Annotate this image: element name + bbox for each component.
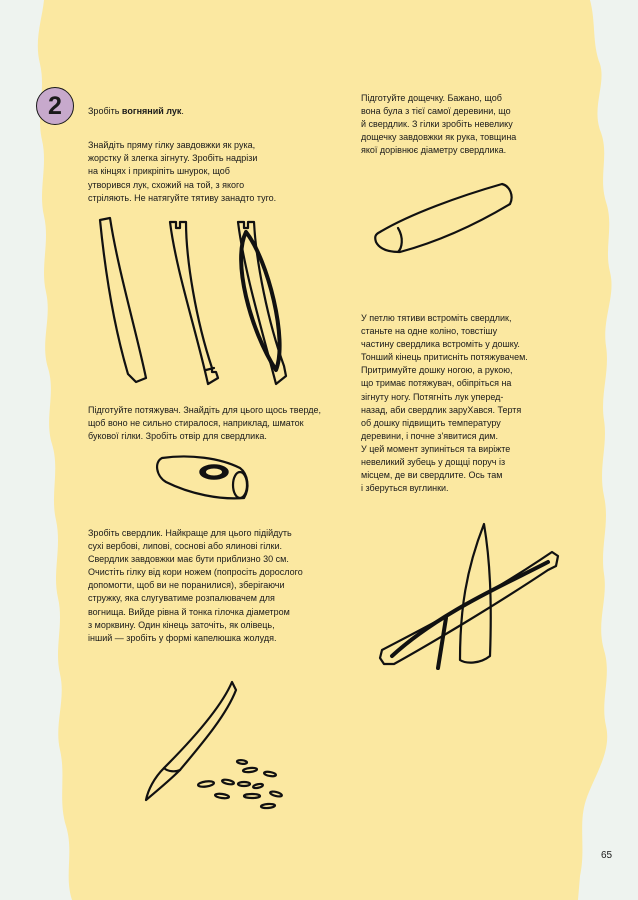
notched-stick-icon (170, 222, 218, 384)
page-number: 65 (601, 850, 613, 861)
wooden-block-with-hole-icon (157, 456, 247, 498)
bow-heading-bold: вогняний лук (121, 106, 182, 117)
bow-instructions (88, 92, 303, 218)
bow-icon (238, 222, 286, 384)
wooden-plank-icon (375, 184, 511, 252)
wood-shavings-icon (198, 760, 283, 809)
step-number: 2 (48, 91, 62, 120)
drill-instructions: Зробіть свердлик. Найкраще для цього підійдуть сухі вербові, липові, соснові або ялинові гілки. Свердлик завдовжки має бути приблизно 30 см. Очистіть гілку від кори ножем (попросіть дорослого допомогти, щоб ви не поранилися), зберігаючи стружку, яка слугуватиме розпалювачем для вогнища. Вийде рівна й тонка гілочка діаметром з морквину. Один кінець заточіть, як олівець, інший — зробіть у формі капелюшка жолудя. (88, 528, 303, 643)
plank-instructions: Підготуйте дощечку. Бажано, щоб вона була з тієї самої деревини, що й свердлик. З гілки зробіть невелику дощечку завдовжки як рука, товщина якої дорівнює діаметру свердлика. (361, 93, 517, 156)
bow-body: Знайдіть пряму гілку завдовжки як рука, жорстку й злегка зігнуту. Зробіть надрізи на кінцях і прикріпіть шнурок, щоб утворився лук, схожий на той, з якого стріляють. Не натягуйте тятиву занадто туго. (88, 140, 277, 203)
bow-drill-icon (380, 524, 558, 668)
presser-instructions: Підготуйте потяжувач. Знайдіть для цього щось тверде, щоб воно не сильно стиралося, наприклад, шматок букової гілки. Зробіть отвір для свердлика. (88, 405, 322, 442)
step-number-badge (36, 87, 74, 125)
procedure-instructions: У петлю тятиви встроміть свердлик, станьте на одне коліно, товстішу частину свердлика встроміть у дошку. Тонший кінець притисніть потяжувачем. Притримуйте дошку ногою, а рукою, що тримає потяжувач, обіпріться на зігнуту ногу. Потягніть лук уперед- назад, аби свердлик заруХався. Тертя об дошку підвищить температуру деревини, і почне з'явитися дим. У цей момент зупиніться та виріжте невеликий зубець у дощці поруч із місцем, де ви свердлите. Ось там і зберуться вуглинки. (361, 313, 528, 494)
plain-stick-icon (100, 218, 146, 382)
bow-heading: Зробіть вогняний лук. (88, 106, 184, 117)
